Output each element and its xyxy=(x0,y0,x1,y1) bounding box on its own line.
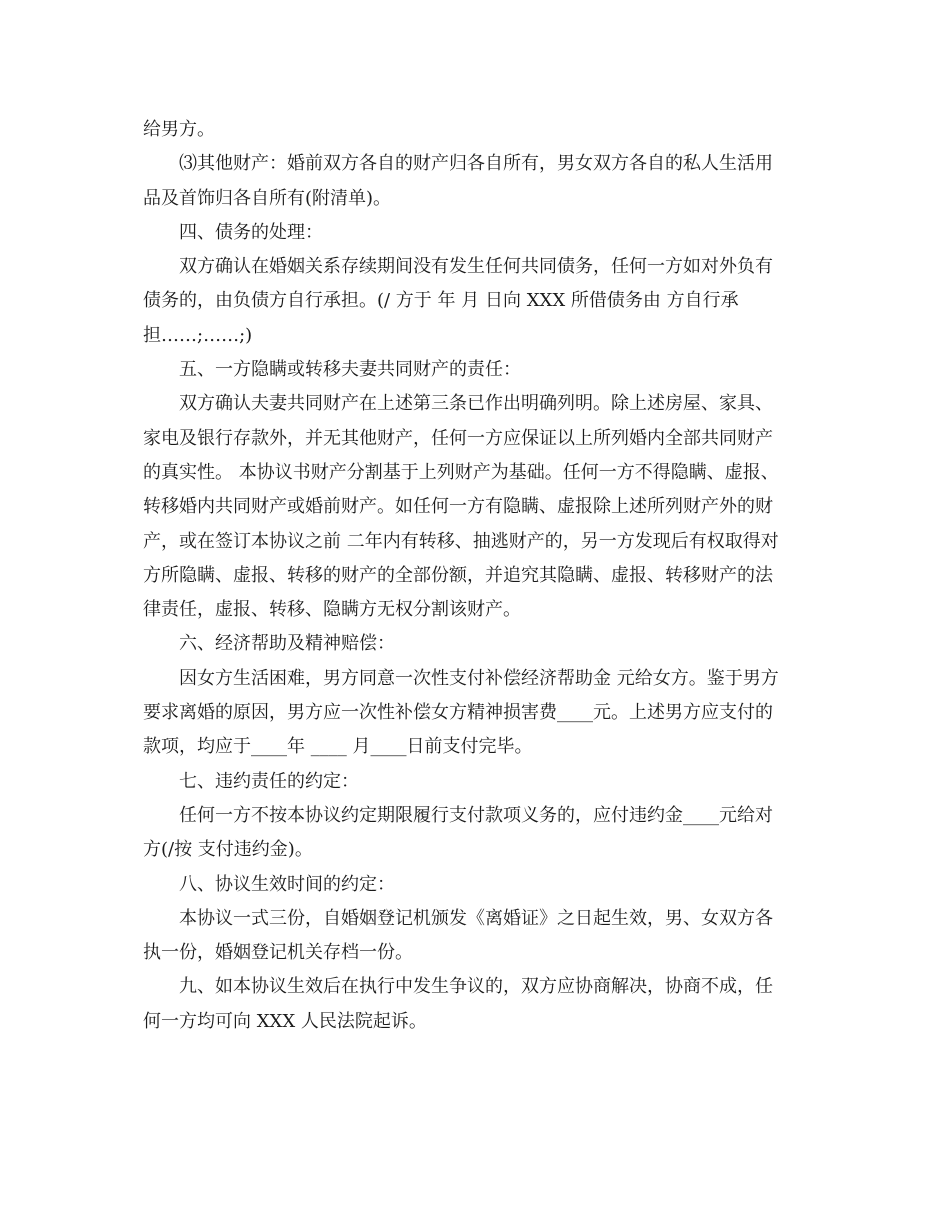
text-line: 双方确认在婚姻关系存续期间没有发生任何共同债务，任何一方如对外负有 xyxy=(179,256,773,278)
text-line: 本协议一式三份，自婚姻登记机颁发《离婚证》之日起生效，男、女双方各 xyxy=(179,907,773,929)
text-line: 要求离婚的原因，男方应一次性补偿女方精神损害费____元。上述男方应支付的 xyxy=(143,702,773,724)
text-line: 转移婚内共同财产或婚前财产。如任何一方有隐瞒、虚报除上述所列财产外的财 xyxy=(143,496,773,518)
text-line: 四、债务的处理： xyxy=(179,221,323,243)
text-line: 双方确认夫妻共同财产在上述第三条已作出明确列明。除上述房屋、家具、 xyxy=(179,393,773,415)
text-line: 给男方。 xyxy=(143,119,215,140)
text-line: 方所隐瞒、虚报、转移的财产的全部份额，并追究其隐瞒、虚报、转移财产的法 xyxy=(143,564,773,586)
text-line: 九、如本协议生效后在执行中发生争议的，双方应协商解决，协商不成，任 xyxy=(179,976,773,998)
document-body xyxy=(143,113,807,1039)
text-line: 七、违约责任的约定： xyxy=(179,770,359,792)
text-line: 八、协议生效时间的约定： xyxy=(179,873,395,895)
document-page xyxy=(143,113,807,1039)
text-line: 执一份，婚姻登记机关存档一份。 xyxy=(143,942,413,964)
text-line: 债务的，由负债方自行承担。(/ 方于 年 月 日向 XXX 所借债务由 方自行承 xyxy=(143,290,739,312)
text-line: 担……;……;) xyxy=(143,324,253,346)
text-line: 品及首饰归各自所有(附清单)。 xyxy=(143,187,392,209)
text-line: 家电及银行存款外，并无其他财产，任何一方应保证以上所列婚内全部共同财产 xyxy=(143,427,773,449)
text-line: 产，或在签订本协议之前 二年内有转移、抽逃财产的，另一方发现后有权取得对 xyxy=(143,530,779,552)
text-line: 方(/按 支付违约金)。 xyxy=(143,839,313,861)
text-line: 六、经济帮助及精神赔偿： xyxy=(179,633,395,655)
text-line: 何一方均可向 XXX 人民法院起诉。 xyxy=(143,1010,427,1032)
text-line: 的真实性。 本协议书财产分割基于上列财产为基础。任何一方不得隐瞒、虚报、 xyxy=(143,461,779,483)
text-line: 任何一方不按本协议约定期限履行支付款项义务的，应付违约金____元给对 xyxy=(179,804,773,826)
text-line: 因女方生活困难，男方同意一次性支付补偿经济帮助金 元给女方。鉴于男方 xyxy=(179,667,779,689)
text-line: ⑶其他财产：婚前双方各自的财产归各自所有，男女双方各自的私人生活用 xyxy=(179,153,773,175)
text-line: 款项，均应于____年 ____ 月____日前支付完毕。 xyxy=(143,736,533,758)
text-line: 五、一方隐瞒或转移夫妻共同财产的责任： xyxy=(179,359,521,381)
text-line: 律责任，虚报、转移、隐瞒方无权分割该财产。 xyxy=(143,599,521,621)
